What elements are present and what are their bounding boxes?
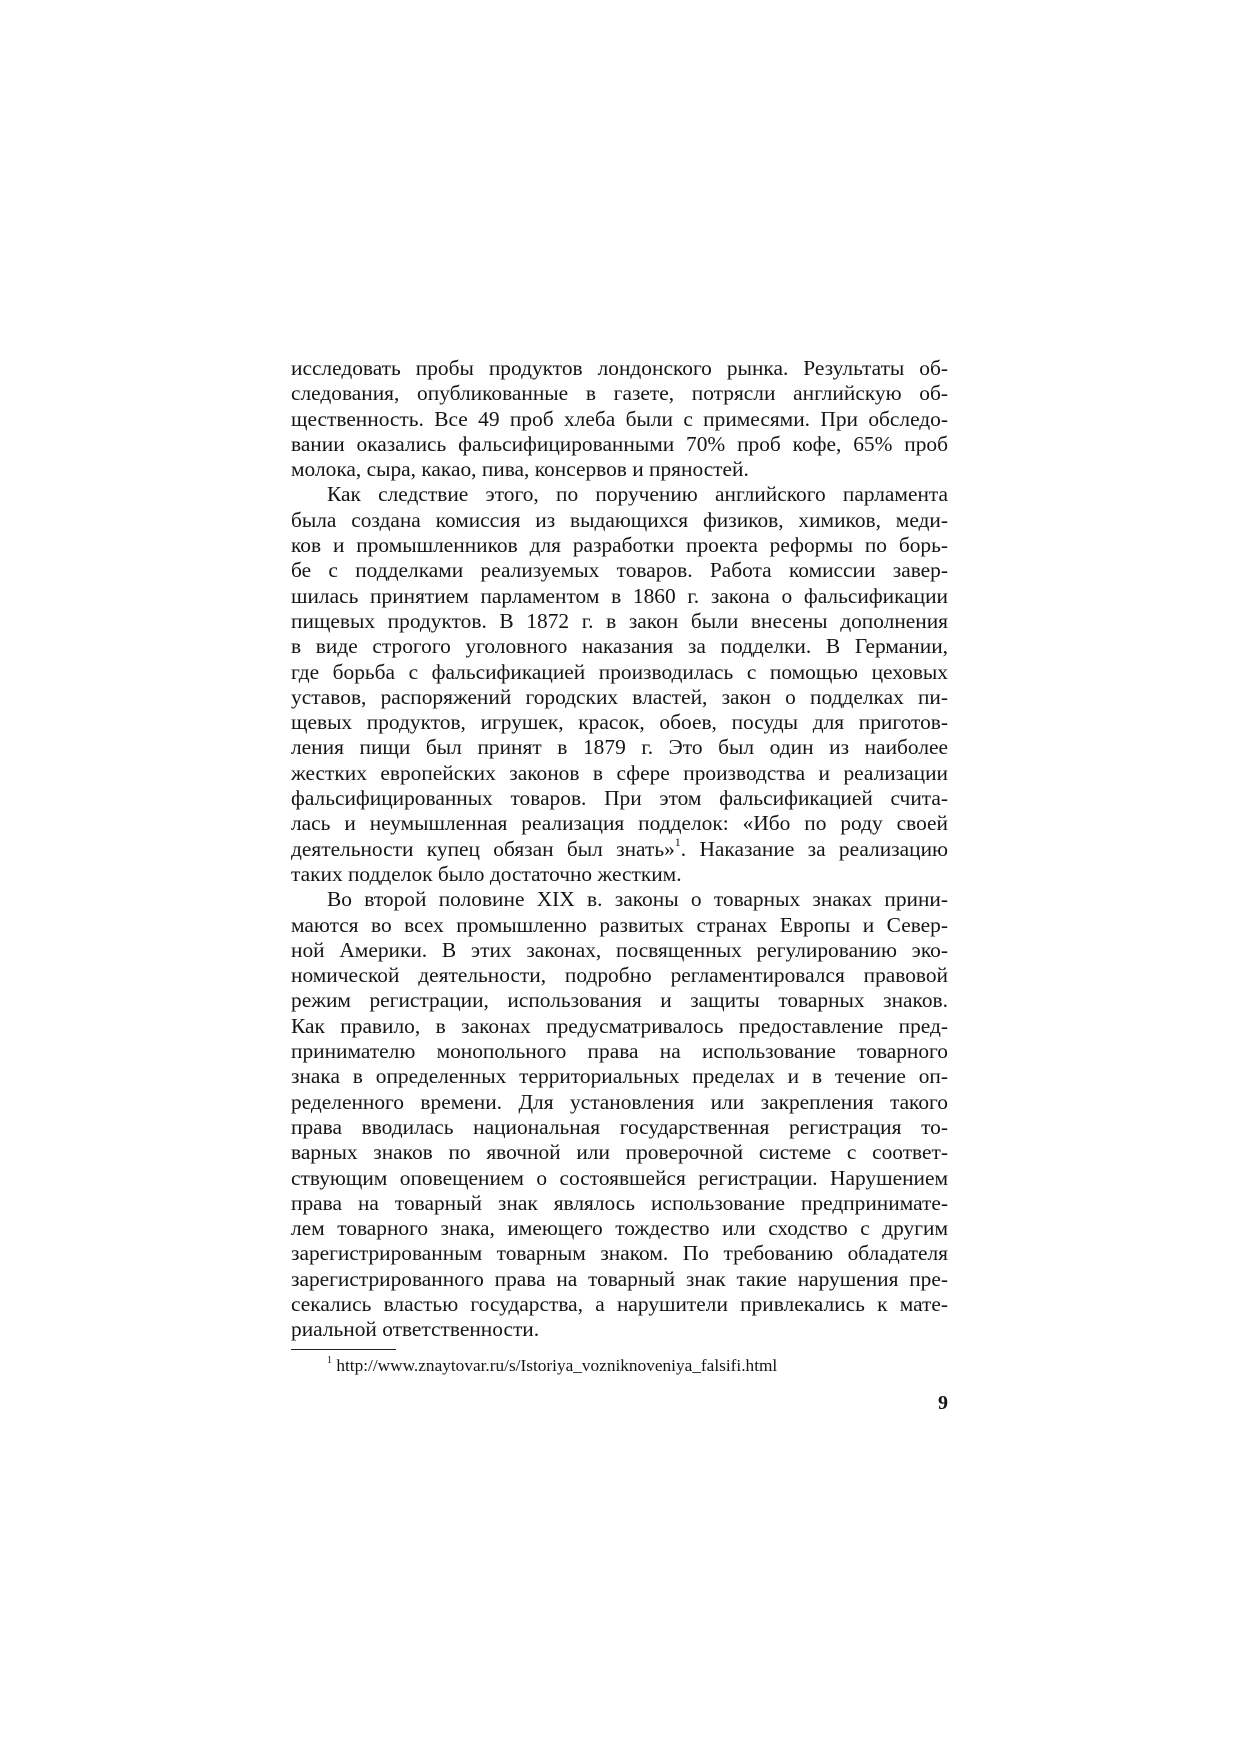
text-line: Во второй половине XIX в. законы о товарных знаках прини- [327,887,948,912]
text-line: права на товарный знак являлось использование предпринимате- [291,1190,948,1215]
text-line: пищевых продуктов. В 1872 г. в закон были внесены дополнения [291,608,948,633]
text-line: зарегистрированным товарным знаком. По требованию обладателя [291,1241,948,1266]
footnote-divider [291,1349,396,1350]
text-line: принимателю монопольного права на использование товарного [291,1039,948,1064]
text-line: была создана комиссия из выдающихся физиков, химиков, меди- [291,507,948,532]
footnote-reference[interactable]: 1 [674,834,681,849]
text-segment: . Наказание за реализацию [680,836,948,861]
text-line: фальсифицированных товаров. При этом фальсификацией счита- [291,786,948,811]
body-text [291,356,948,1343]
text-line: риальной ответственности. [291,1317,540,1342]
text-line: лем товарного знака, имеющего тождество или сходство с другим [291,1216,948,1241]
text-line: бе с подделками реализуемых товаров. Работа комиссии завер- [291,558,948,583]
text-line: ределенного времени. Для установления или закрепления такого [291,1089,948,1114]
text-line: следования, опубликованные в газете, потрясли английскую об- [291,381,948,406]
text-line: ствующим оповещением о состоявшейся регистрации. Нарушением [291,1165,948,1190]
footnote-marker: 1 [327,1355,332,1367]
text-line: знака в определенных территориальных пределах и в течение оп- [291,1064,948,1089]
text-line: таких подделок было достаточно жестким. [291,861,682,886]
page-number: 9 [938,1392,948,1414]
text-line: уставов, распоряжений городских властей, закон о подделках пи- [291,684,948,709]
text-line: Как правило, в законах предусматривалось предоставление пред- [291,1013,948,1038]
text-line: лась и неумышленная реализация подделок: «Ибо по роду своей [291,811,948,836]
text-line-with-footnote [291,834,948,862]
footnote-link[interactable]: http://www.znaytovar.ru/s/Istoriya_vozniknoveniya_falsifi.html [336,1356,778,1375]
text-line: молока, сыра, какао, пива, консервов и пряностей. [291,457,749,482]
text-line: в виде строгого уголовного наказания за подделки. В Германии, [291,634,948,659]
text-line: ления пищи был принят в 1879 г. Это был один из наиболее [291,735,948,760]
text-line: жестких европейских законов в сфере производства и реализации [291,760,948,785]
text-line: режим регистрации, использования и защиты товарных знаков. [291,988,948,1013]
text-line: ков и промышленников для разработки проекта реформы по борь- [291,533,948,558]
text-segment: деятельности купец обязан был знать» [291,836,675,861]
text-line: номической деятельности, подробно регламентировался правовой [291,963,948,988]
text-line: Как следствие этого, по поручению английского парламента [327,482,948,507]
text-line: права вводилась национальная государственная регистрация то- [291,1114,948,1139]
text-line: шилась принятием парламентом в 1860 г. закона о фальсификации [291,583,948,608]
text-line: щевых продуктов, игрушек, красок, обоев, посуды для приготов- [291,710,948,735]
text-line: щественность. Все 49 проб хлеба были с примесями. При обследо- [291,406,948,431]
text-line: маются во всех промышленно развитых странах Европы и Север- [291,912,948,937]
text-line: зарегистрированного права на товарный знак такие нарушения пре- [291,1266,948,1291]
footnote [327,1355,927,1377]
text-line: исследовать пробы продуктов лондонского рынка. Результаты об- [291,356,948,380]
text-line: варных знаков по явочной или проверочной системе с соответ- [291,1140,948,1165]
text-line: секались властью государства, а нарушители привлекались к мате- [291,1291,948,1316]
text-line: вании оказались фальсифицированными 70% проб кофе, 65% проб [291,431,948,456]
text-line: ной Америки. В этих законах, посвященных регулированию эко- [291,937,948,962]
text-line: где борьба с фальсификацией производилась с помощью цеховых [291,659,948,684]
